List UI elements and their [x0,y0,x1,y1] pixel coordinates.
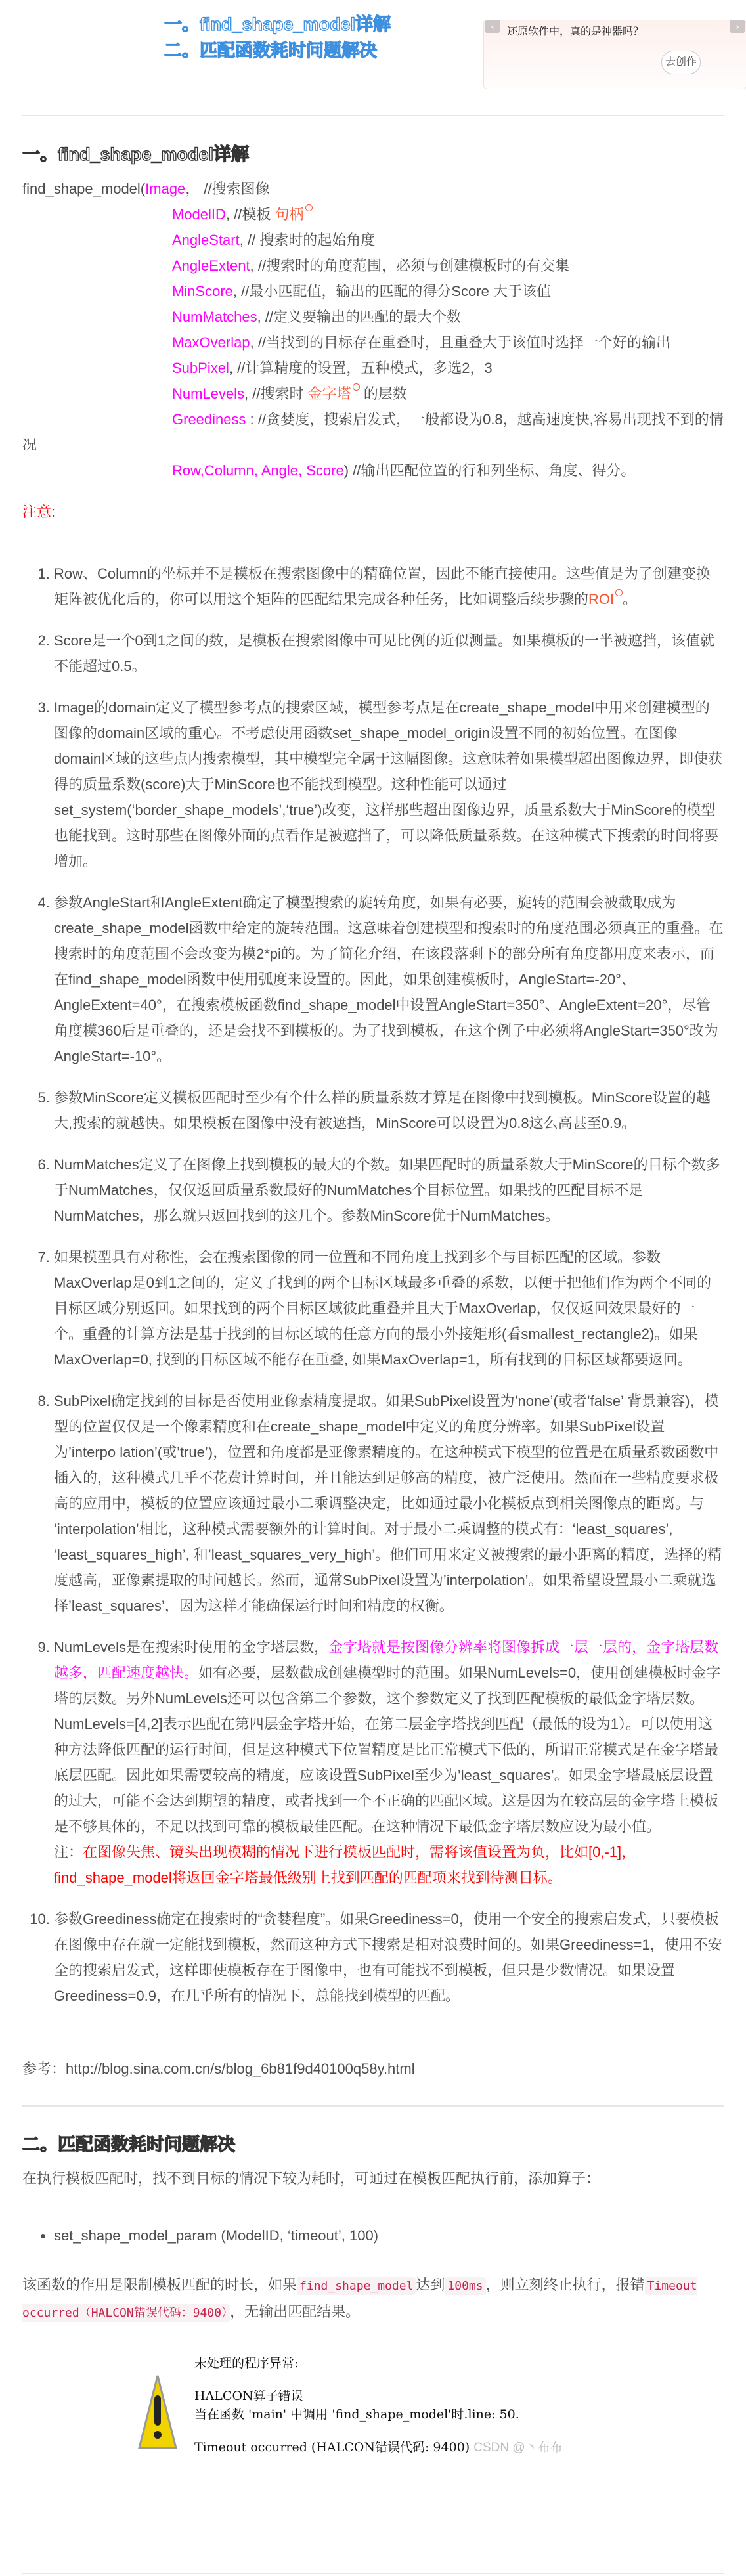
error-dialog-image [22,2349,724,2500]
operator-list [22,2223,724,2248]
keyword-link[interactable]: 金字塔 [308,385,360,402]
parameter-name: Greediness [172,411,246,427]
watermark: CSDN @丶布布 [473,2441,563,2455]
text-segment: 参数MinScore定义模板匹配时至少有个什么样的质量系数才算是在图像中找到模板。MinScore设置的越大,搜索的就越快。如果模板在图像中没有被遮挡，MinScore可以设置为0.8这么高甚至0.9。 [54,1089,711,1131]
text-segment: Image的domain定义了模型参考点的搜索区域，模型参考点是在create_shape_model中用来创建模型的图像的domain区域的重心。不考虑使用函数set_shape_model_origin设置不同的初始位置。在图像domain区域的这些点内搜索模型，其中模型完全属于这幅图像。这意味着如果模型超出图像边界，即使获得的质量系数(score)大于MinScore也不能找到模型。这种性能可以通过set_system(‘border_shape_models’,‘true’)改变，这样那些超出图像边界，质量系数大于MinScore的模型也能找到。这时那些在图像外面的点看作是被遮挡了，可以降低质量系数。在这种模式下搜索的时间将要增加。 [54,699,723,869]
inline-code: 100ms [445,2277,485,2295]
text-segment: , //计算精度的设置，五种模式，多选2，3 [229,360,493,376]
code-line [22,253,724,278]
note-item [54,1634,724,1890]
code-line [22,176,724,202]
text-segment: NumLevels是在搜索时使用的金字塔层数， [54,1639,329,1655]
error-title: 未处理的程序异常: [194,2356,299,2370]
code-line [22,304,724,330]
parameter-name: 金字塔就是按图像分辨率将图像拆成一层一层的，金字塔层数越多，匹配速度越快。 [54,1639,719,1681]
note-paragraph [54,561,724,612]
divider [22,115,724,116]
error-line [194,2437,563,2455]
section2-intro: 在执行模板匹配时，找不到目标的情况下较为耗时，可通过在模板匹配执行前，添加算子： [22,2170,601,2187]
error-line: 当在函数 'main' 中调用 'find_shape_model'时.line: 50. [194,2407,519,2422]
parameter-name: NumLevels [172,385,245,402]
code-line [22,458,724,483]
note-paragraph [54,1634,724,1839]
text-segment: 参数Greediness确定在搜索时的“贪婪程度”。如果Greediness=0，使用一个安全的搜索启发式，只要模板在图像中存在就一定能找到模板，然而这种方式下搜索是相对浪费时间的。如果Greediness=1，使用不安全的搜索启发式，这样即使模板存在于图像中，也有可能找不到模板，但只是少数情况。如果设置Greediness=0.9，在几乎所有的情况下，总能找到模型的匹配。 [54,1911,722,2004]
note-item [54,695,724,874]
text-segment: ， //搜索图像 [185,181,270,197]
section2-description [22,2272,724,2326]
note-paragraph [54,1839,724,1890]
code-line [22,278,724,304]
text-segment: , // 搜索时的起始角度 [239,232,376,248]
toc-item-timeout[interactable]: 二。匹配函数耗时问题解决 [164,41,377,60]
note-paragraph [54,1085,724,1136]
parameter-name: AngleStart [172,232,240,248]
keyword-link[interactable]: ROI [588,591,623,607]
text-segment: : //贪婪度，搜索启发式，一般都设为0.8，越高速度快,容易出现找不到的情况 [22,411,724,453]
parameter-name: Image [145,181,186,197]
text-segment: , //定义要输出的匹配的最大个数 [257,309,462,325]
text-segment: 如有必要，层数截成创建模型时的范围。如果NumLevels=0，使用创建模板时金字塔的层数。另外NumLevels还可以包含第二个参数，这个参数定义了找到匹配模板的最低金字塔层数。NumLevels=[4,2]表示匹配在第四层金字塔开始，在第二层金字塔找到匹配（最低的设为1）。可以使用这种方法降低匹配的运行时间，但是这种模式下位置精度是比正常模式下低的，所谓正常模式是在金字塔最底层匹配。因此如果需要较高的精度，应该设置SubPixel至少为’least_squares’。如果金字塔最底层设置的过大，可能不会达到期望的精度，或者找到一个不正确的匹配区域。这是因为在较高层的金字塔上模板是不够具体的，不足以找到可靠的模板最佳匹配。在这种情况下最低金字塔层数应设为最小值。 [54,1665,721,1835]
notes-list [22,561,724,2009]
function-signature [22,176,724,483]
text-segment: 达到 [416,2277,445,2293]
text-segment: 参数AngleStart和AngleExtent确定了模型搜索的旋转角度，如果有必要，旋转的范围会被截取成为create_shape_model函数中给定的旋转范围。这意味着创建模型和搜索时的角度范围必须真正的重叠。在搜索时的角度范围不会改变为模2*pi的。为了简化介绍，在该段落剩下的部分所有角度都用度来表示，而在find_shape_model函数中使用弧度来设置的。因此，如果创建模板时，AngleStart=-20°、AngleExtent=40°，在搜索模板函数find_shape_model中设置AngleStart=350°、AngleExtent=20°，尽管角度模360后是重叠的，还是会找不到模板的。为了找到模板，在这个例子中必须将AngleStart=350°改为AngleStart=-10°。 [54,894,724,1064]
text-segment: 。 [623,591,638,607]
reference-link[interactable]: 参考：http://blog.sina.com.cn/s/blog_6b81f9d40100q58y.html [22,2061,415,2077]
text-segment: , //搜索时的角度范围，必须与创建模板时的有交集 [250,257,570,274]
text-segment: , //模板 [225,206,275,223]
parameter-name: Row,Column, Angle, Score [172,462,344,479]
code-line [22,227,724,253]
note-item [54,1244,724,1372]
text-segment: 该函数的作用是限制模板匹配的时长，如果 [22,2277,297,2293]
text-segment: find_shape_model( [22,181,146,197]
warning-icon [138,2374,177,2453]
section2-heading: 二。匹配函数耗时问题解决 [22,2135,235,2154]
note-paragraph [54,695,724,874]
text-segment: Row、Column的坐标并不是模板在搜索图像中的精确位置，因此不能直接使用。这些值是为了创建变换矩阵被优化后的，你可以用这个矩阵的匹配结果完成各种任务，比如调整后续步骤的 [54,565,711,607]
section1-heading: 一。find_shape_model详解 [22,144,250,164]
note-item [54,1152,724,1229]
parameter-name: MaxOverlap [172,334,250,351]
inline-code: find_shape_model [297,2277,416,2295]
text-segment: , //当找到的目标存在重叠时，且重叠大于该值时选择一个好的输出 [250,334,671,351]
parameter-name: NumMatches [172,309,257,325]
code-line [22,355,724,381]
code-line [22,381,724,406]
note-paragraph [54,890,724,1069]
create-button[interactable]: 去创作 [661,51,701,74]
text-segment: Score是一个0到1之间的数，是模板在搜索图像中可见比例的近似测量。如果模板的一半被遮挡，该值就不能超过0.5。 [54,632,714,674]
notes-title: 注意: [22,504,56,520]
next-arrow-icon[interactable]: › [730,20,745,33]
prev-arrow-icon[interactable]: ‹ [485,20,500,33]
text-segment: , //搜索时 [244,385,308,402]
note-paragraph [54,1244,724,1372]
text-segment: 注： [54,1844,83,1860]
text-segment: ) //输出匹配位置的行和列坐标、角度、得分。 [343,462,636,479]
list-item: • set_shape_model_param (ModelID, ‘timeout’, 100) [54,2223,724,2248]
error-line: HALCON算子错误 [194,2389,303,2403]
parameter-name: ModelID [172,206,226,223]
text-segment: NumMatches定义了在图像上找到模板的最大的个数。如果匹配时的质量系数大于MinScore的目标个数多于NumMatches，仅仅返回质量系数最好的NumMatches个目标位置。如果找的匹配目标不足NumMatches，那么就只返回找到的这几个。参数MinScore优于NumMatches。 [54,1156,720,1224]
divider [22,2105,724,2107]
warning-text: 在图像失焦、镜头出现模糊的情况下进行模板匹配时，需将该值设置为负，比如[0,-1]，find_shape_model将返回金字塔最低级别上找到匹配的匹配项来找到待测目标。 [54,1844,636,1886]
text-segment: SubPixel确定找到的目标是否使用亚像素精度提取。如果SubPixel设置为’none’(或者’false’ 背景兼容)，模型的位置仅仅是一个像素精度和在create_shape_model中定义的角度分辨率。如果SubPixel设置为’interpo lation’(或’true’)，位置和角度都是亚像素精度的。在这种模式下模型的位置是在质量系数函数中插入的，这种模式几乎不花费计算时间，并且能达到足够高的精度，被广泛使用。然而在一些精度要求极高的应用中，模板的位置应该通过最小二乘调整决定，比如通过最小化模板点到相关图像点的距离。与 ‘interpolation’相比，这种模式需要额外的计算时间。对于最小二乘调整的模式有：‘least_squares’, ‘least_squares_high’, 和’least_squares_very_high’。他们可用来定义被搜索的最小距离的精度，选择的精度越高，亚像素提取的时间越长。然而，通常SubPixel设置为’interpolation’。如果希望设置最小二乘就选择’least_squares’，因为这样才能确保运行时间和精度的权衡。 [54,1393,722,1614]
parameter-name: SubPixel [172,360,229,376]
text-segment: 的层数 [359,385,407,402]
code-line [22,406,724,458]
note-item [54,1388,724,1619]
popup-text: 还原软件中，真的是神器吗？ [507,26,644,37]
note-item [54,890,724,1069]
keyword-link[interactable]: 句柄 [274,206,312,223]
error-code: Timeout occurred (HALCON错误代码: 9400) [194,2440,470,2455]
note-item [54,561,724,612]
note-item [54,628,724,679]
text-segment: ，无输出匹配结果。 [230,2303,361,2320]
note-paragraph [54,628,724,679]
note-paragraph [54,1906,724,2009]
note-paragraph [54,1152,724,1229]
note-item [54,1906,724,2009]
text-segment: 如果模型具有对称性，会在搜索图像的同一位置和不同角度上找到多个与目标匹配的区域。参数MaxOverlap是0到1之间的，定义了找到的两个目标区域最多重叠的系数，以便于把他们作为两个不同的目标区域分别返回。如果找到的两个目标区域彼此重叠并且大于MaxOverlap，仅仅返回效果最好的一个。重叠的计算方法是基于找到的目标区域的任意方向的最小外接矩形(看smallest_rectangle2)。如果MaxOverlap=0, 找到的目标区域不能存在重叠, 如果MaxOverlap=1，所有找到的目标区域都要返回。 [54,1249,712,1368]
parameter-name: MinScore [172,283,233,299]
note-paragraph [54,1388,724,1619]
creation-popup [483,20,746,89]
toc-item-find-shape-model[interactable]: 一。find_shape_model详解 [164,14,391,34]
divider [22,2573,724,2574]
text-segment: , //最小匹配值，输出的匹配的得分Score 大于该值 [232,283,551,299]
article [22,0,724,2500]
text-segment: ，则立刻终止执行，报错 [485,2277,645,2293]
note-item [54,1085,724,1136]
code-line [22,330,724,355]
code-line [22,202,724,227]
inline-code: Timeout occurred（HALCON错误代码：9400） [22,2277,697,2322]
parameter-name: AngleExtent [172,257,250,274]
